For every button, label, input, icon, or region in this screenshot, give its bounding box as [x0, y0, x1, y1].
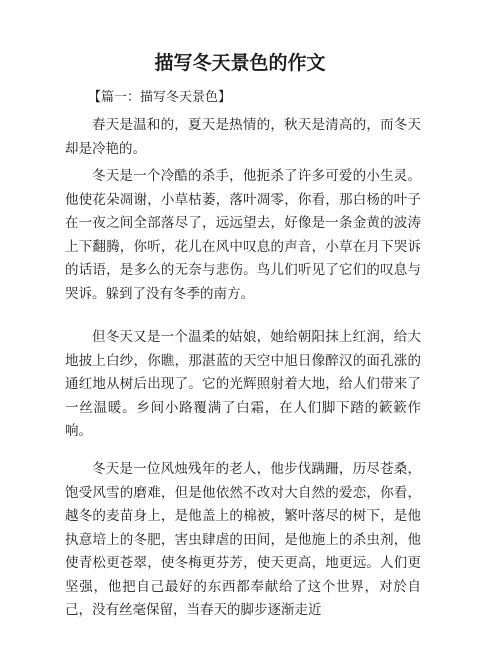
section-heading: 【篇一：描写冬天景色】: [88, 90, 232, 105]
paragraph: 春天是温和的，夏天是热情的，秋天是清高的，而冬天却是冷艳的。: [65, 117, 421, 157]
paragraph: 冬天是一位风烛残年的老人，他步伐蹒跚，历尽苍桑，饱受风雪的磨难，但是他依然不改对大自然的爱恋，你看，越冬的麦苗身上，是他盖上的棉被，繁叶落尽的树下，是他执意培上的冬肥，害虫肆虐的田间，是他施上的杀虫剂，他使青松更苍翠，使冬梅更芬芳，使天更高，地更远。人们更坚强，他把自己最好的东西都奉献给了这个世界，对於自己，没有丝毫保留，当春天的脚步逐渐走近: [65, 461, 421, 618]
paragraph: 冬天是一个冷酷的杀手，他扼杀了许多可爱的小生灵。他使花朵凋谢，小草枯萎，落叶凋零，你看，那白杨的叶子在一夜之间全部落尽了，远远望去，好像是一条金黄的波涛上下翻腾，你听，花儿在风中叹息的声音，小草在月下哭诉的话语，是多么的无奈与悲伤。鸟儿们听见了它们的叹息与哭诉。躲到了没有冬季的南方。: [65, 168, 421, 302]
document-title: 描写冬天景色的作文: [154, 52, 326, 74]
paragraph: 但冬天又是一个温柔的姑娘，她给朝阳抹上红润，给大地披上白纱，你瞧，那湛蓝的天空中旭日像醉汉的面孔涨的通红地从树后出现了。它的光辉照射着大地，给人们带来了一丝温暖。乡间小路覆满了白霜，在人们脚下踏的簌簌作响。: [65, 329, 421, 439]
